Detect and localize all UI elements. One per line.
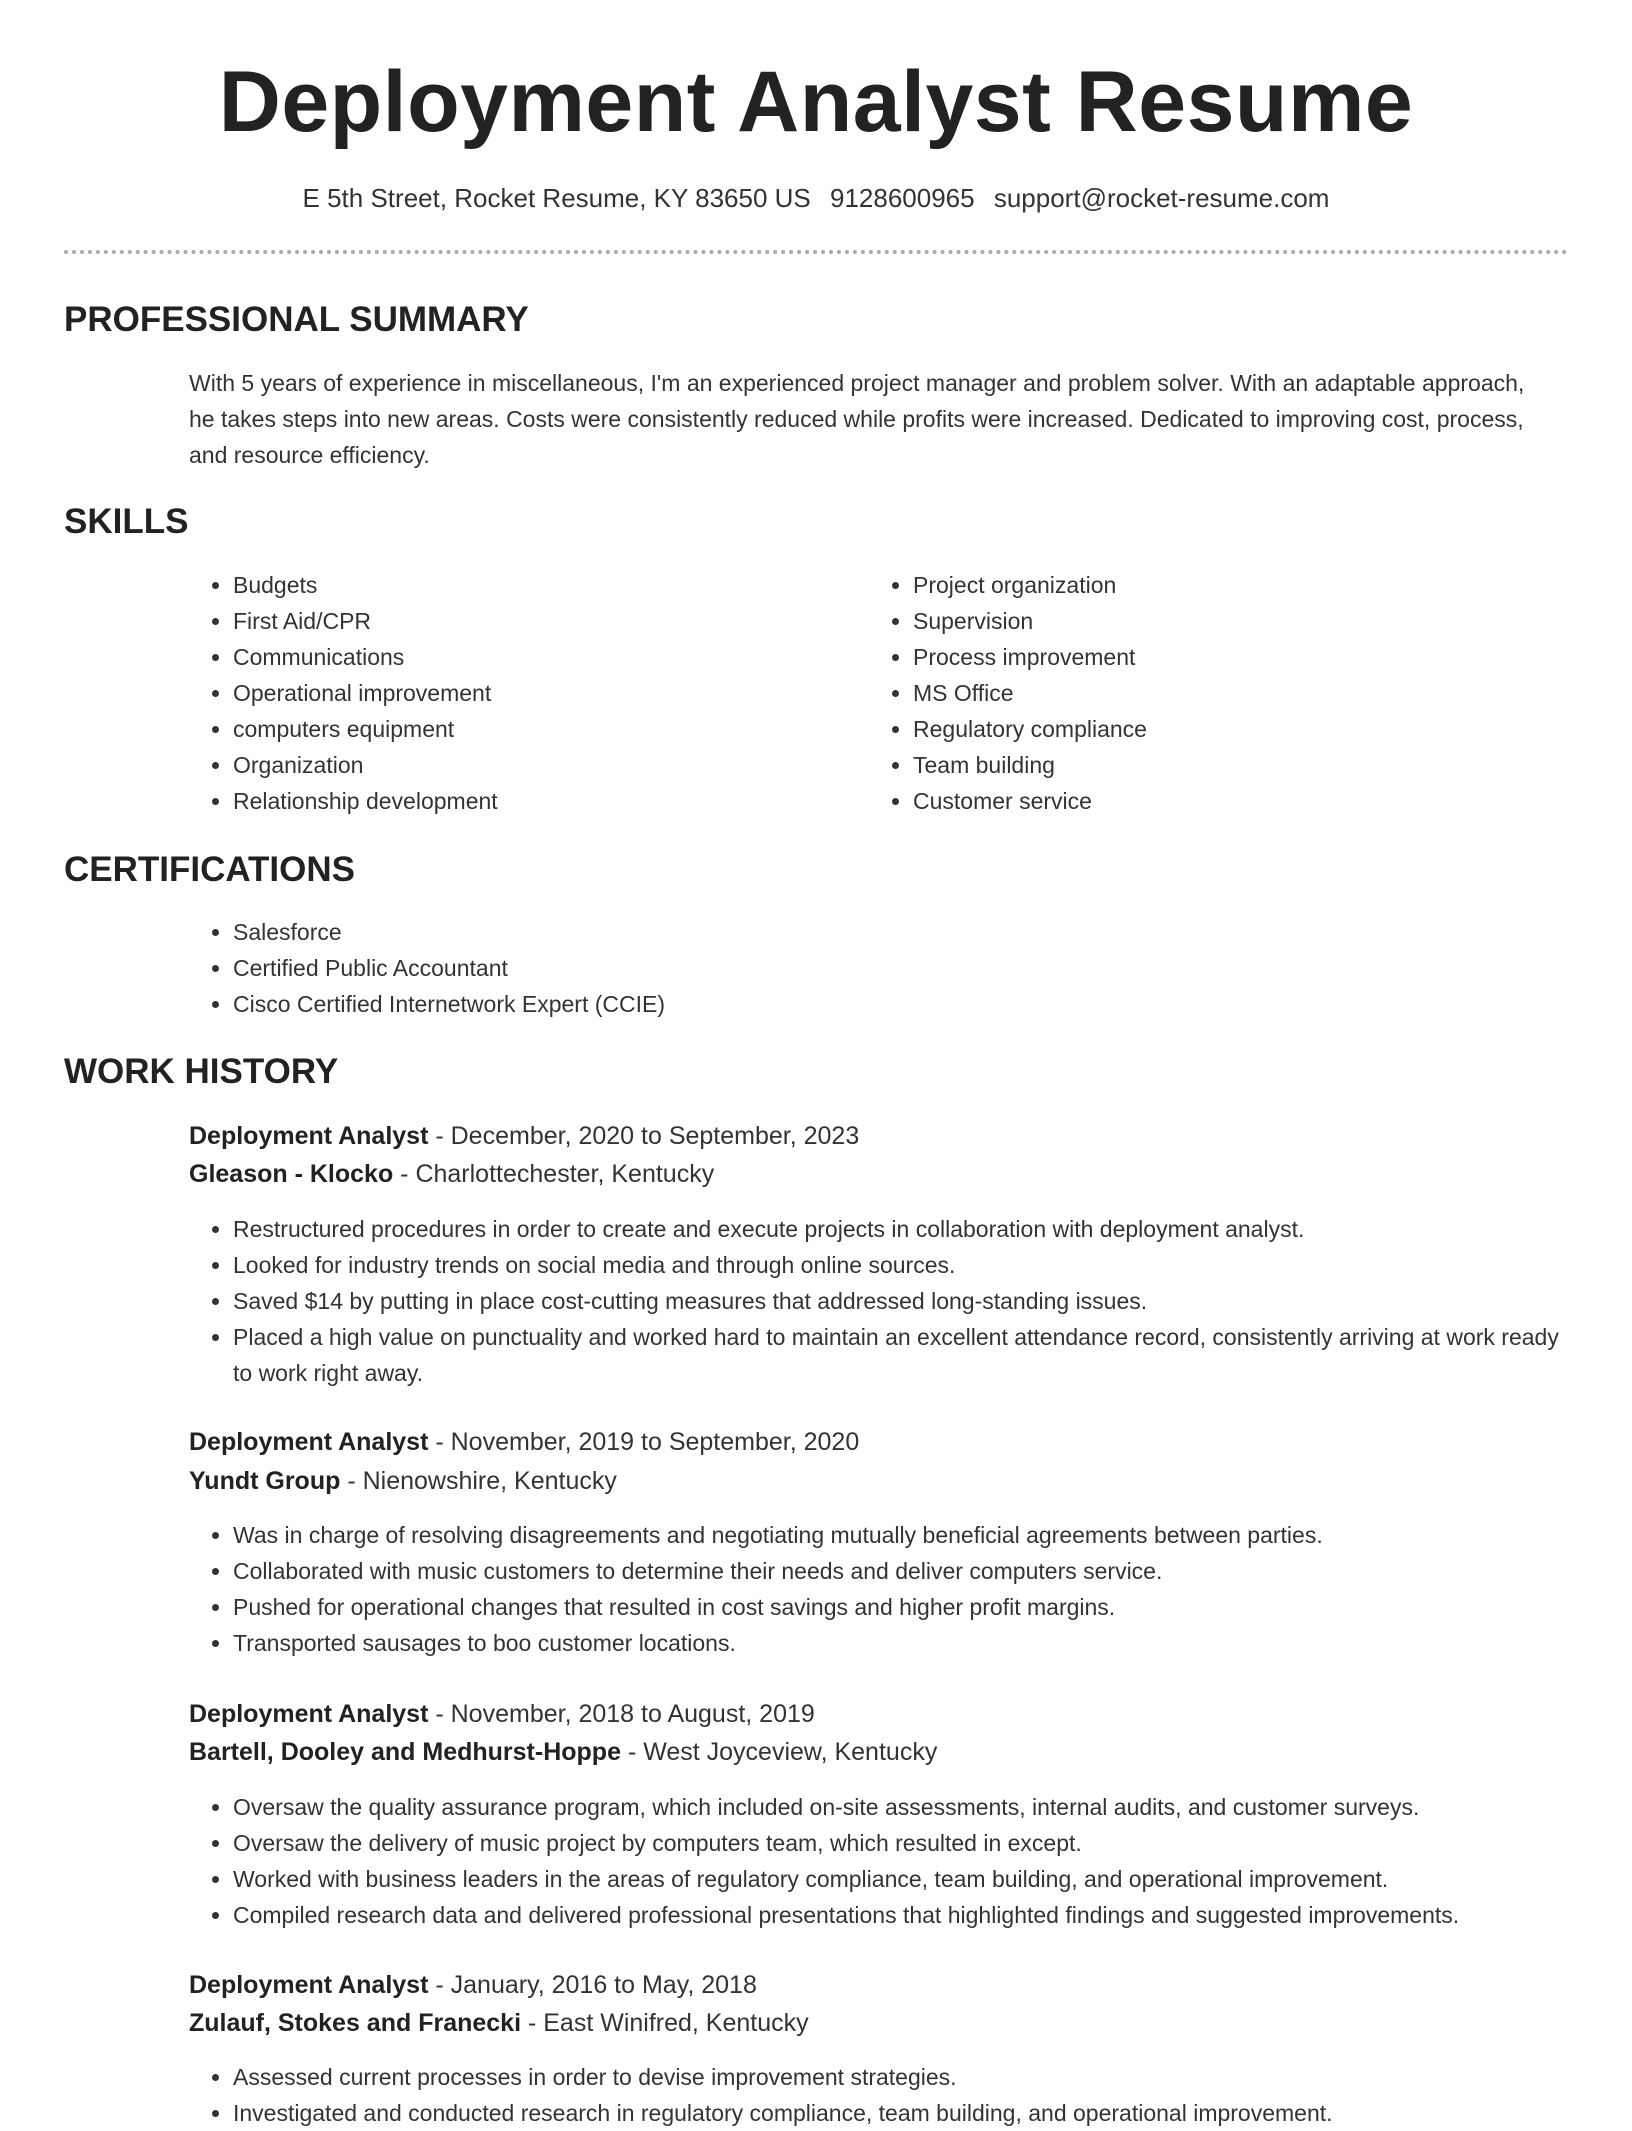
list-item: • Process improvement	[913, 639, 1533, 675]
list-item: • Restructured procedures in order to create and execute projects in collaboration with deployment analyst.	[233, 1211, 1573, 1247]
list-item: • Certified Public Accountant	[233, 950, 1533, 986]
list-item: • Supervision	[913, 603, 1533, 639]
list-item: • Regulatory compliance	[913, 711, 1533, 747]
list-item: • Project organization	[913, 567, 1533, 603]
job-title-line	[189, 1966, 1569, 2004]
list-item: • Cisco Certified Internetwork Expert (CCIE)	[233, 986, 1533, 1022]
summary-heading: PROFESSIONAL SUMMARY	[64, 300, 529, 339]
list-item: • Collaborated with music customers to determine their needs and deliver computers service.	[233, 1553, 1573, 1589]
header-divider	[64, 250, 1568, 254]
list-item: • Assessed current processes in order to devise improvement strategies.	[233, 2059, 1573, 2095]
list-item: • Oversaw the quality assurance program, which included on-site assessments, internal audits, and customer surveys.	[233, 1789, 1573, 1825]
skills-list-right	[869, 567, 1533, 819]
summary-text: With 5 years of experience in miscellaneous, I'm an experienced project manager and problem solver. With an adaptable approach, he takes steps into new areas. Costs were consistently reduced while profits were increased. Dedicated to improving cost, process, and resource efficiency.	[189, 370, 1525, 468]
job-company: Zulauf, Stokes and Franecki	[189, 2009, 522, 2037]
certifications-list	[189, 914, 1533, 1022]
list-item: • Saved $14 by putting in place cost-cutting measures that addressed long-standing issues.	[233, 1283, 1573, 1319]
job-location: - Charlottechester, Kentucky	[400, 1160, 715, 1188]
list-item: • Customer service	[913, 783, 1533, 819]
job-company-line	[189, 1462, 1569, 1500]
job-title-line	[189, 1695, 1569, 1733]
contact-address: E 5th Street, Rocket Resume, KY 83650 US	[302, 183, 811, 213]
job-bullets	[189, 2059, 1573, 2131]
job-title: Deployment Analyst	[189, 1122, 429, 1150]
job-dates: - January, 2016 to May, 2018	[435, 1971, 757, 1999]
list-item: • Transported sausages to boo customer locations.	[233, 1625, 1573, 1661]
job-bullets	[189, 1211, 1573, 1391]
job-location: - West Joyceview, Kentucky	[627, 1738, 938, 1766]
job-company: Bartell, Dooley and Medhurst-Hoppe	[189, 1738, 621, 1766]
certifications-heading: CERTIFICATIONS	[64, 850, 356, 889]
job-title-line	[189, 1117, 1569, 1155]
job-bullets	[189, 1517, 1573, 1661]
contact-phone: 9128600965	[830, 183, 975, 213]
work-history-heading: WORK HISTORY	[64, 1052, 339, 1091]
job-title: Deployment Analyst	[189, 1971, 429, 1999]
job-title: Deployment Analyst	[189, 1428, 429, 1456]
list-item: • Investigated and conducted research in regulatory compliance, team building, and operational improvement.	[233, 2095, 1573, 2131]
list-item: • Oversaw the delivery of music project by computers team, which resulted in except.	[233, 1825, 1573, 1861]
contact-email: support@rocket-resume.com	[993, 183, 1330, 213]
job-company-line	[189, 2004, 1569, 2042]
job-bullets	[189, 1789, 1573, 1933]
list-item: • Operational improvement	[233, 675, 853, 711]
skills-list-left	[189, 567, 853, 819]
page-title: Deployment Analyst Resume	[218, 54, 1414, 150]
job-location: - Nienowshire, Kentucky	[347, 1467, 617, 1495]
list-item: • Placed a high value on punctuality and worked hard to maintain an excellent attendance record, consistently arriving at work ready to work right away.	[233, 1319, 1573, 1391]
job-dates: - November, 2019 to September, 2020	[435, 1428, 860, 1456]
job-company-line	[189, 1733, 1569, 1771]
job-dates: - December, 2020 to September, 2023	[435, 1122, 860, 1150]
list-item: • Relationship development	[233, 783, 853, 819]
list-item: • computers equipment	[233, 711, 853, 747]
list-item: • First Aid/CPR	[233, 603, 853, 639]
list-item: • Organization	[233, 747, 853, 783]
job-company: Gleason - Klocko	[189, 1160, 394, 1188]
job-dates: - November, 2018 to August, 2019	[435, 1700, 815, 1728]
job-title: Deployment Analyst	[189, 1700, 429, 1728]
list-item: • Salesforce	[233, 914, 1533, 950]
list-item: • Pushed for operational changes that resulted in cost savings and higher profit margins.	[233, 1589, 1573, 1625]
job-company-line	[189, 1155, 1569, 1193]
list-item: • Looked for industry trends on social media and through online sources.	[233, 1247, 1573, 1283]
list-item: • Was in charge of resolving disagreements and negotiating mutually beneficial agreements between parties.	[233, 1517, 1573, 1553]
job-location: - East Winifred, Kentucky	[527, 2009, 809, 2037]
job-title-line	[189, 1423, 1569, 1461]
list-item: • Worked with business leaders in the areas of regulatory compliance, team building, and operational improvement.	[233, 1861, 1573, 1897]
skills-heading: SKILLS	[64, 502, 189, 541]
job-company: Yundt Group	[189, 1467, 341, 1495]
list-item: • Team building	[913, 747, 1533, 783]
list-item: • Budgets	[233, 567, 853, 603]
list-item: • Compiled research data and delivered professional presentations that highlighted findings and suggested improvements.	[233, 1897, 1573, 1933]
list-item: • Communications	[233, 639, 853, 675]
list-item: • MS Office	[913, 675, 1533, 711]
contact-line	[0, 180, 1632, 216]
